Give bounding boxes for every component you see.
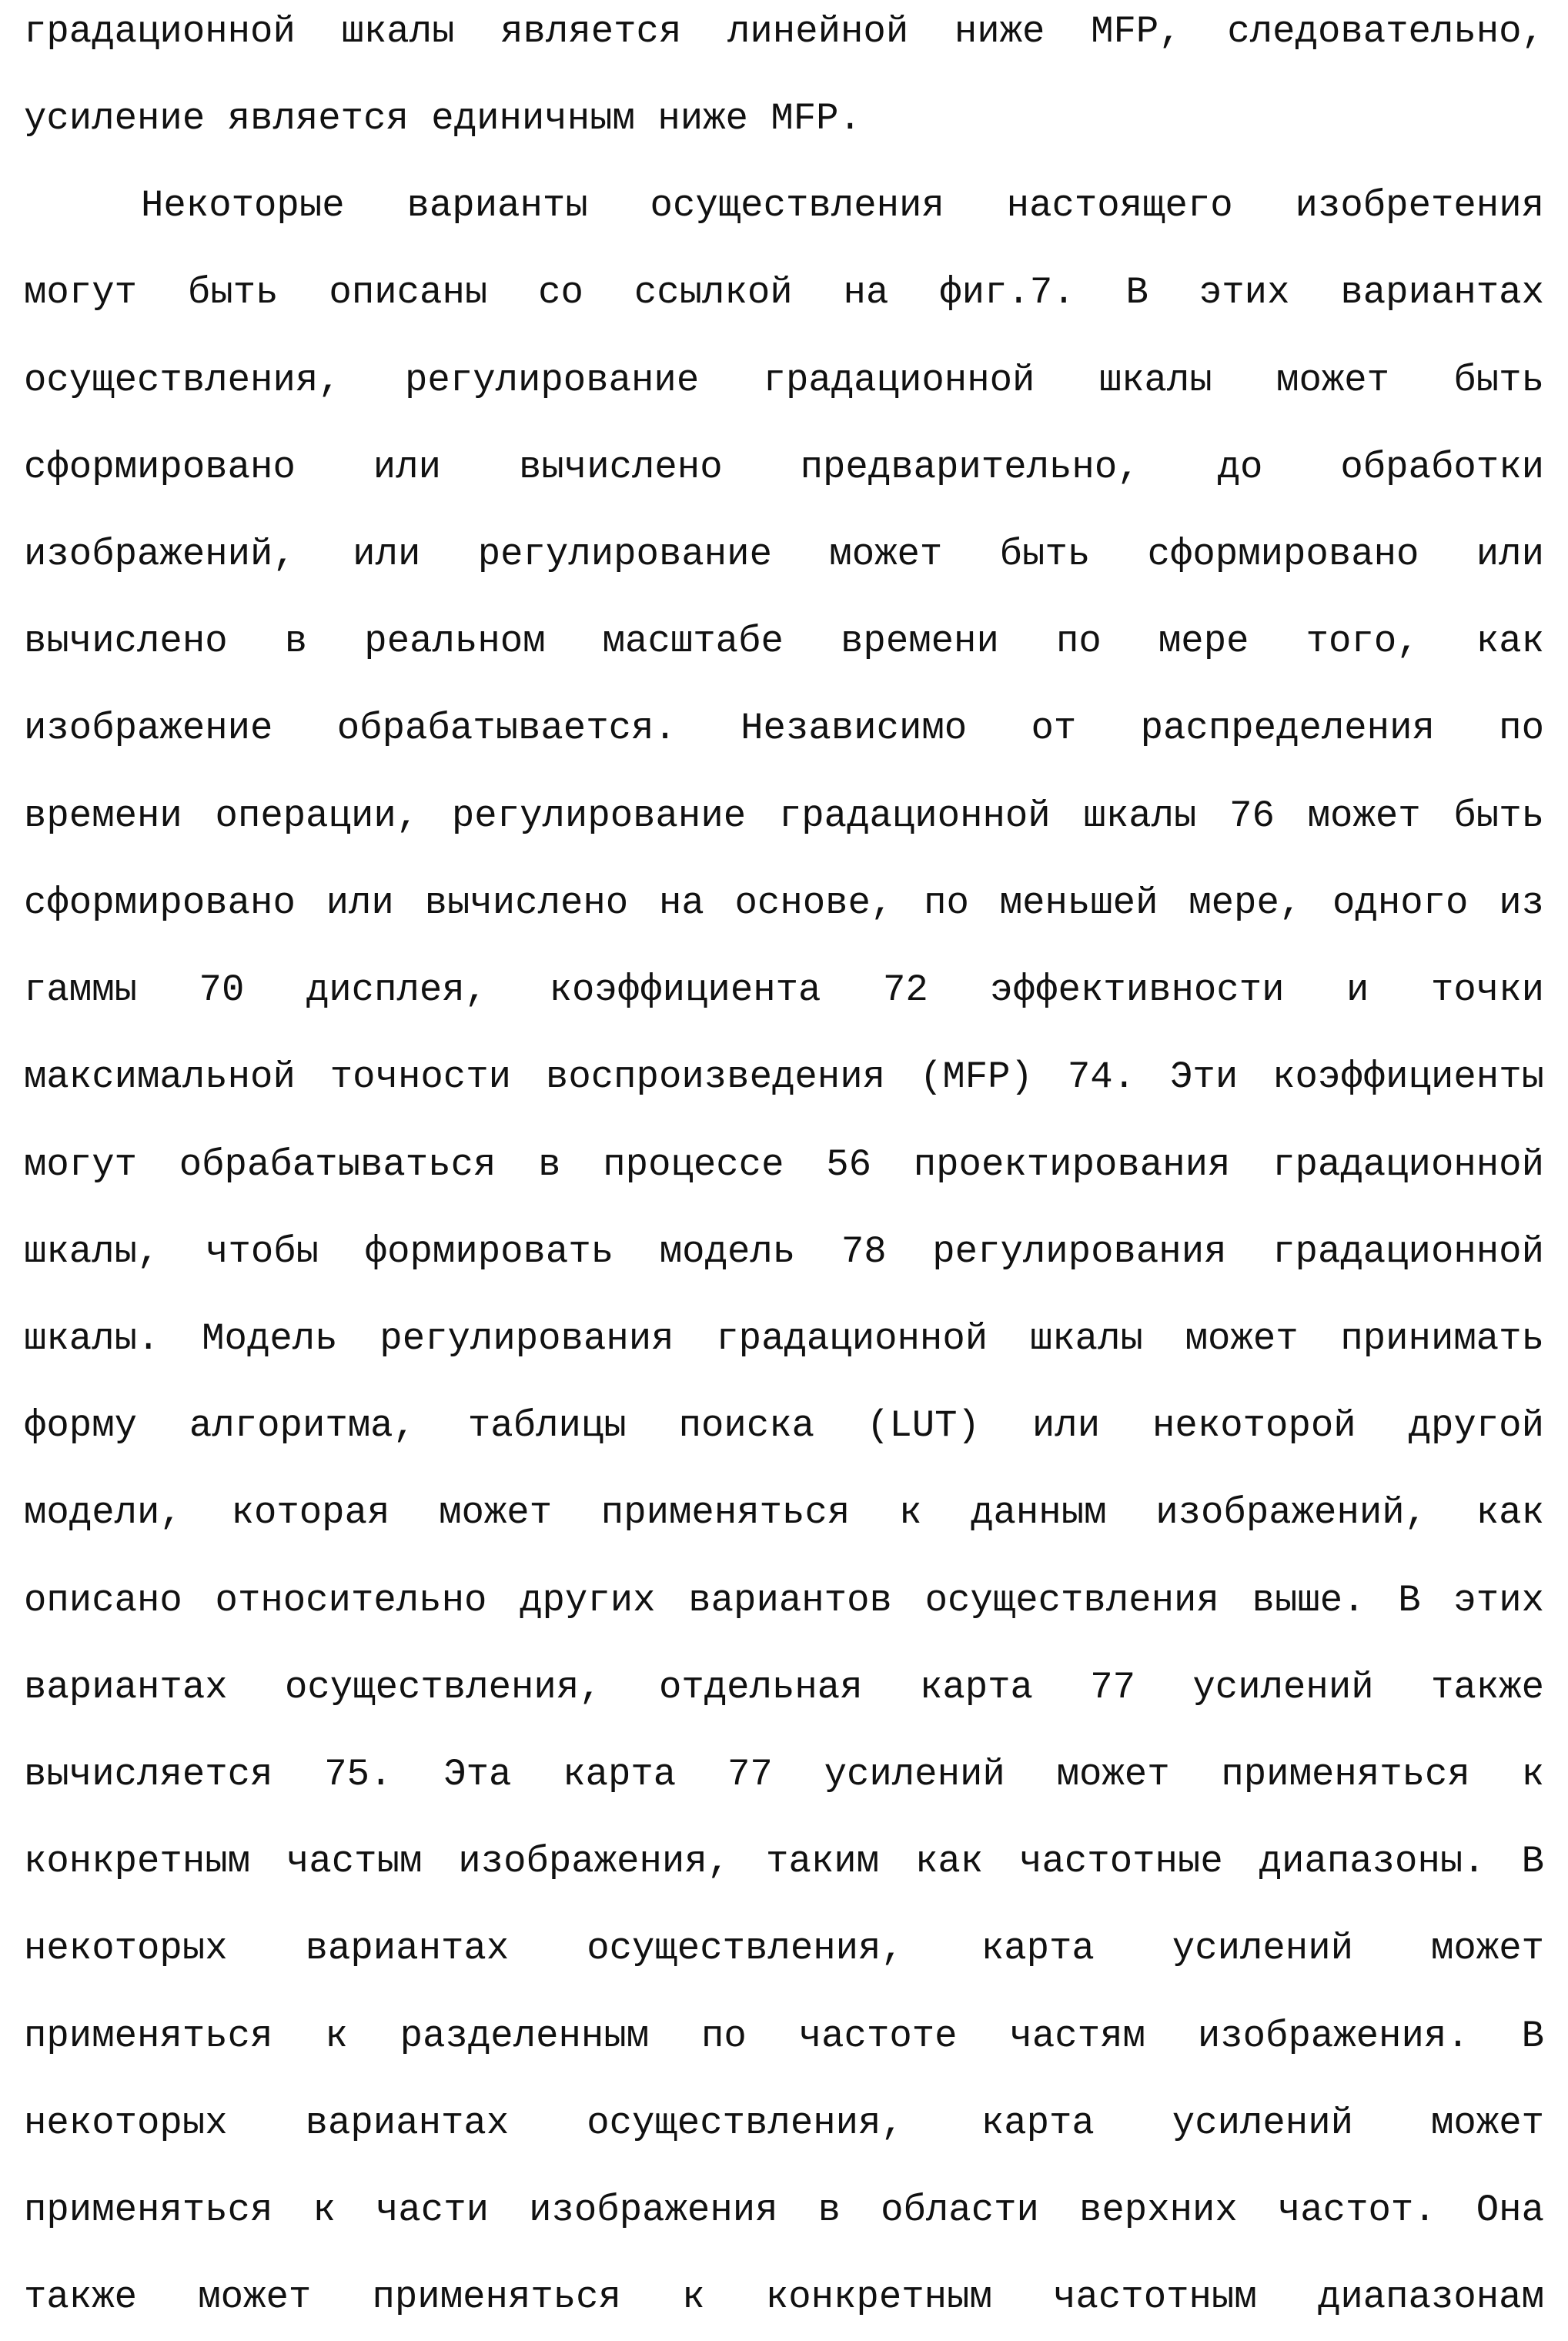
text-line: сформировано или вычислено предварительно, до обработки <box>24 446 1544 489</box>
text-line: некоторых вариантах осуществления, карта усилений может <box>24 2102 1544 2145</box>
text-line: модели, которая может применяться к данным изображений, как <box>24 1491 1544 1534</box>
text-line: форму алгоритма, таблицы поиска (LUT) или некоторой другой <box>24 1404 1544 1447</box>
text-line: шкалы, чтобы формировать модель 78 регулирования градационной <box>24 1230 1544 1273</box>
text-line: максимальной точности воспроизведения (MFP) 74. Эти коэффициенты <box>24 1055 1544 1099</box>
text-line: изображений, или регулирование может быть сформировано или <box>24 533 1544 576</box>
text-line: изображение обрабатывается. Независимо от распределения по <box>24 707 1544 750</box>
text-line: вариантах осуществления, отдельная карта 77 усилений также <box>24 1666 1544 1709</box>
text-line: гаммы 70 дисплея, коэффициента 72 эффективности и точки <box>24 968 1544 1012</box>
text-line: времени операции, регулирование градационной шкалы 76 может быть <box>24 794 1544 838</box>
text-line: некоторых вариантах осуществления, карта усилений может <box>24 1927 1544 1970</box>
text-line: применяться к разделенным по частоте частям изображения. В <box>24 2015 1544 2058</box>
text-line: применяться к части изображения в области верхних частот. Она <box>24 2189 1544 2232</box>
text-line: шкалы. Модель регулирования градационной шкалы может принимать <box>24 1317 1544 1360</box>
text-line: также может применяться к конкретным частотным диапазонам <box>24 2276 1544 2319</box>
text-line: вычислено в реальном масштабе времени по мере того, как <box>24 620 1544 663</box>
text-line: градационной шкалы является линейной ниже MFP, следовательно, <box>24 10 1544 53</box>
text-line: конкретным частым изображения, таким как частотные диапазоны. В <box>24 1840 1544 1883</box>
text-line: усиление является единичным ниже MFP. <box>24 97 861 140</box>
text-line: могут обрабатываться в процессе 56 проектирования градационной <box>24 1143 1544 1186</box>
text-line: осуществления, регулирование градационной шкалы может быть <box>24 359 1544 402</box>
text-line: сформировано или вычислено на основе, по меньшей мере, одного из <box>24 881 1544 925</box>
text-line: могут быть описаны со ссылкой на фиг.7. В этих вариантах <box>24 271 1544 314</box>
text-line: описано относительно других вариантов осуществления выше. В этих <box>24 1579 1544 1622</box>
paragraph-start-line: Некоторые варианты осуществления настоящего изобретения <box>141 184 1544 227</box>
text-line: вычисляется 75. Эта карта 77 усилений может применяться к <box>24 1753 1544 1796</box>
